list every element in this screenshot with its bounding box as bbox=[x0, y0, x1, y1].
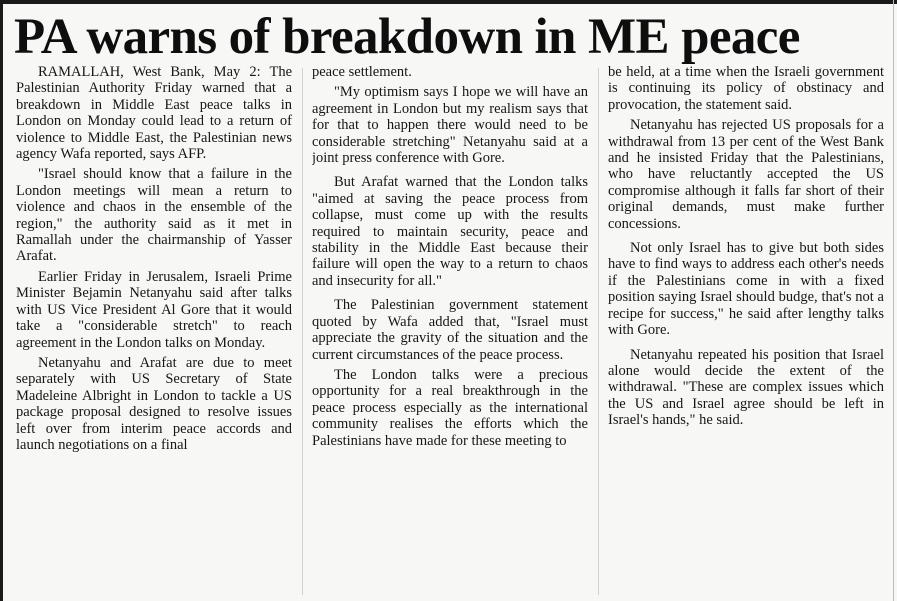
paragraph-continued: peace settlement. bbox=[312, 64, 412, 80]
paragraph: "Israel should know that a failure in the London meetings will mean a return to violence and chaos in the ensemble of the region," the authority said as it met in Ramallah under the chairmanship of Yasser Arafat. bbox=[16, 166, 292, 265]
paragraph: The Palestinian government statement quoted by Wafa added that, "Israel must appreciate the gravity of the situation and the current circumstances of the peace process. bbox=[312, 297, 588, 363]
paragraph: Netanyahu has rejected US proposals for a withdrawal from 13 per cent of the West Bank and he insisted Friday that the Palestinians, who have reluctantly accepted the US compromise although it falls far short of their original demands, must make further concessions. bbox=[608, 117, 884, 232]
article-body bbox=[16, 64, 886, 598]
paragraph: "My optimism says I hope we will have an agreement in London but my realism says that for that to happen there would need to be considerable stretching" Netanyahu said at a joint press conference with Gore. bbox=[312, 84, 588, 167]
paragraph-continued: be held, at a time when the Israeli government is continuing its policy of obstinacy and provocation, the statement said. bbox=[608, 64, 884, 113]
paragraph: Earlier Friday in Jerusalem, Israeli Prime Minister Bejamin Netanyahu said after talks with US Vice President Al Gore that it would take a "considerable stretch" to reach agreement in the London talks on Monday. bbox=[16, 268, 292, 351]
article-column-1 bbox=[16, 64, 292, 598]
paragraph: Netanyahu repeated his position that Israel alone would decide the extent of the withdrawal. "These are complex issues which the US and Israel agree should be left in Israel's hands," he said. bbox=[608, 346, 884, 429]
paragraph: But Arafat warned that the London talks "aimed at saving the peace process from collapse, must come up with the results required to maintain security, peace and stability in the Middle East because their failure will open the way to a return to chaos and insecurity for all." bbox=[312, 174, 588, 289]
paragraph-dateline: RAMALLAH, West Bank, May 2: The Palestinian Authority Friday warned that a breakdown in Middle East peace talks in London on Monday could lead to a return of violence to Middle East, the Palestinian news agency Wafa reported, says AFP. bbox=[16, 64, 292, 163]
article-column-3 bbox=[608, 64, 884, 598]
headline: PA warns of breakdown in ME peace bbox=[14, 9, 800, 65]
right-border-rule bbox=[893, 0, 894, 601]
paragraph: Netanyahu and Arafat are due to meet separately with US Secretary of State Madeleine Albright in London to tackle a US package proposal designed to resolve issues left over from interim peace accords and launch negotiations on a final bbox=[16, 354, 292, 453]
left-border-rule bbox=[0, 0, 3, 601]
article-column-2 bbox=[312, 64, 588, 598]
top-border-rule bbox=[0, 0, 897, 4]
paragraph: Not only Israel has to give but both sides have to find ways to address each other's needs if the Palestinians come in with a fixed position saying Israel should budge, that's not a recipe for success," he said after lengthy talks with Gore. bbox=[608, 240, 884, 339]
paragraph: The London talks were a precious opportunity for a real breakthrough in the peace process especially as the international community realises the efforts which the Palestinians have made for these meeting to bbox=[312, 366, 588, 449]
